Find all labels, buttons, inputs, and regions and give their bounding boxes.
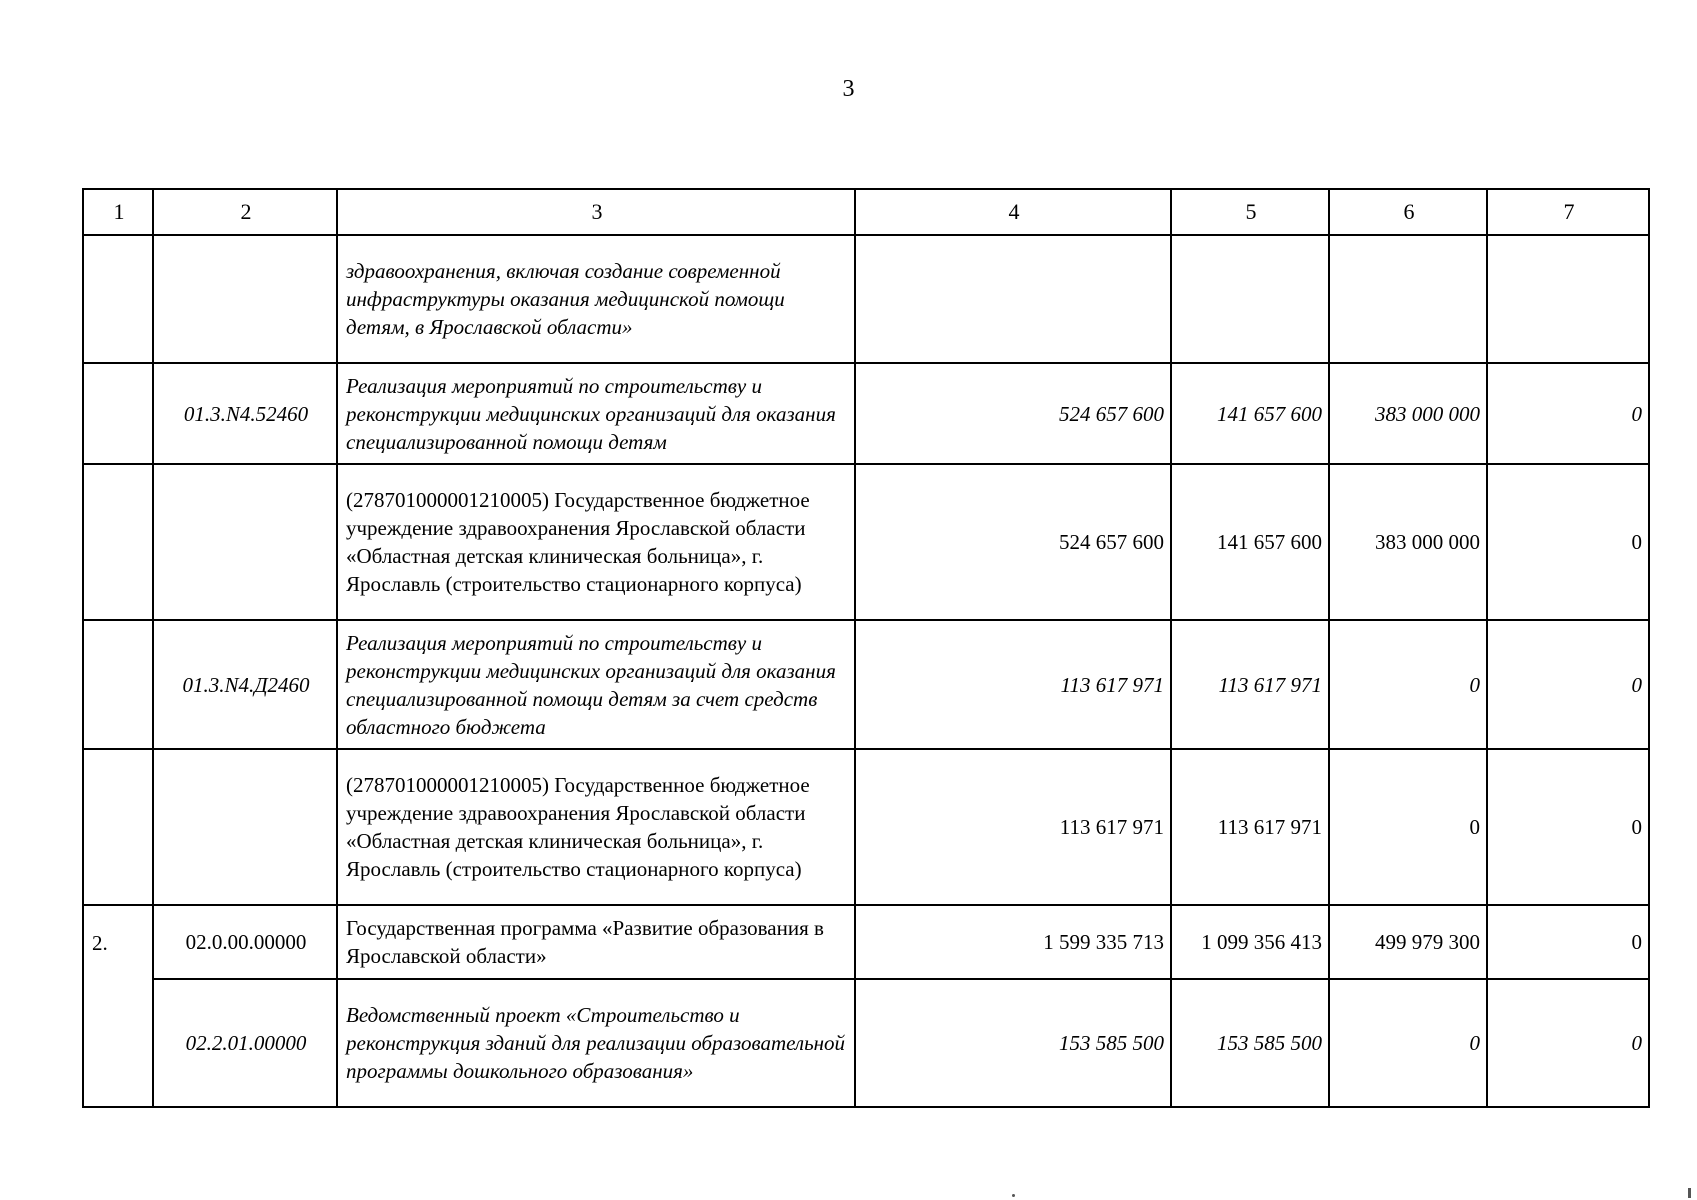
row-index bbox=[83, 464, 153, 620]
row-name: (278701000001210005) Государственное бюджетное учреждение здравоохранения Ярославской области «Областная детская клиническая больница», г. Ярославль (строительство стационарного корпуса) bbox=[337, 749, 855, 905]
row-name: Государственная программа «Развитие образования в Ярославской области» bbox=[337, 905, 855, 979]
row-value-4: 1 599 335 713 bbox=[855, 905, 1171, 979]
row-name: здравоохранения, включая создание современной инфраструктуры оказания медицинской помощи детям, в Ярославской области» bbox=[337, 235, 855, 363]
table-row bbox=[83, 363, 1649, 464]
scan-speck bbox=[1688, 1188, 1691, 1198]
row-value-5: 141 657 600 bbox=[1171, 363, 1329, 464]
row-value-6: 0 bbox=[1329, 620, 1487, 749]
row-value-5 bbox=[1171, 235, 1329, 363]
row-index bbox=[83, 620, 153, 749]
table-row bbox=[83, 235, 1649, 363]
table-row bbox=[83, 905, 1649, 979]
row-value-4: 524 657 600 bbox=[855, 464, 1171, 620]
scan-speck bbox=[1012, 1194, 1015, 1197]
row-value-6 bbox=[1329, 235, 1487, 363]
row-name: Ведомственный проект «Строительство и реконструкция зданий для реализации образовательной программы дошкольного образования» bbox=[337, 979, 855, 1107]
row-value-6: 0 bbox=[1329, 749, 1487, 905]
row-value-7: 0 bbox=[1487, 979, 1649, 1107]
row-code bbox=[153, 464, 337, 620]
row-value-5: 1 099 356 413 bbox=[1171, 905, 1329, 979]
row-value-4: 153 585 500 bbox=[855, 979, 1171, 1107]
row-code: 02.2.01.00000 bbox=[153, 979, 337, 1107]
row-index bbox=[83, 979, 153, 1107]
header-col-5: 5 bbox=[1171, 189, 1329, 235]
header-col-1: 1 bbox=[83, 189, 153, 235]
row-code: 02.0.00.00000 bbox=[153, 905, 337, 979]
row-value-7: 0 bbox=[1487, 749, 1649, 905]
header-col-2: 2 bbox=[153, 189, 337, 235]
row-value-5: 113 617 971 bbox=[1171, 749, 1329, 905]
row-value-4 bbox=[855, 235, 1171, 363]
row-code: 01.3.N4.52460 bbox=[153, 363, 337, 464]
row-index bbox=[83, 749, 153, 905]
row-name: (278701000001210005) Государственное бюджетное учреждение здравоохранения Ярославской области «Областная детская клиническая больница», г. Ярославль (строительство стационарного корпуса) bbox=[337, 464, 855, 620]
row-value-5: 141 657 600 bbox=[1171, 464, 1329, 620]
row-value-5: 113 617 971 bbox=[1171, 620, 1329, 749]
row-value-4: 524 657 600 bbox=[855, 363, 1171, 464]
row-value-7: 0 bbox=[1487, 363, 1649, 464]
row-value-7: 0 bbox=[1487, 620, 1649, 749]
budget-table bbox=[82, 188, 1650, 1108]
row-index: 2. bbox=[83, 905, 153, 979]
row-value-7 bbox=[1487, 235, 1649, 363]
row-value-5: 153 585 500 bbox=[1171, 979, 1329, 1107]
row-code bbox=[153, 235, 337, 363]
table-row bbox=[83, 979, 1649, 1107]
row-code: 01.3.N4.Д2460 bbox=[153, 620, 337, 749]
row-value-4: 113 617 971 bbox=[855, 749, 1171, 905]
row-index bbox=[83, 235, 153, 363]
row-value-7: 0 bbox=[1487, 905, 1649, 979]
table-row bbox=[83, 749, 1649, 905]
row-name: Реализация мероприятий по строительству и реконструкции медицинских организаций для оказания специализированной помощи детям за счет средств областного бюджета bbox=[337, 620, 855, 749]
row-value-6: 383 000 000 bbox=[1329, 464, 1487, 620]
header-row bbox=[83, 189, 1649, 235]
row-value-4: 113 617 971 bbox=[855, 620, 1171, 749]
header-col-3: 3 bbox=[337, 189, 855, 235]
row-name: Реализация мероприятий по строительству и реконструкции медицинских организаций для оказания специализированной помощи детям bbox=[337, 363, 855, 464]
row-value-6: 0 bbox=[1329, 979, 1487, 1107]
page-number: 3 bbox=[842, 76, 855, 102]
table-row bbox=[83, 620, 1649, 749]
row-code bbox=[153, 749, 337, 905]
header-col-4: 4 bbox=[855, 189, 1171, 235]
row-value-6: 499 979 300 bbox=[1329, 905, 1487, 979]
header-col-6: 6 bbox=[1329, 189, 1487, 235]
row-value-6: 383 000 000 bbox=[1329, 363, 1487, 464]
row-value-7: 0 bbox=[1487, 464, 1649, 620]
table-row bbox=[83, 464, 1649, 620]
header-col-7: 7 bbox=[1487, 189, 1649, 235]
row-index bbox=[83, 363, 153, 464]
